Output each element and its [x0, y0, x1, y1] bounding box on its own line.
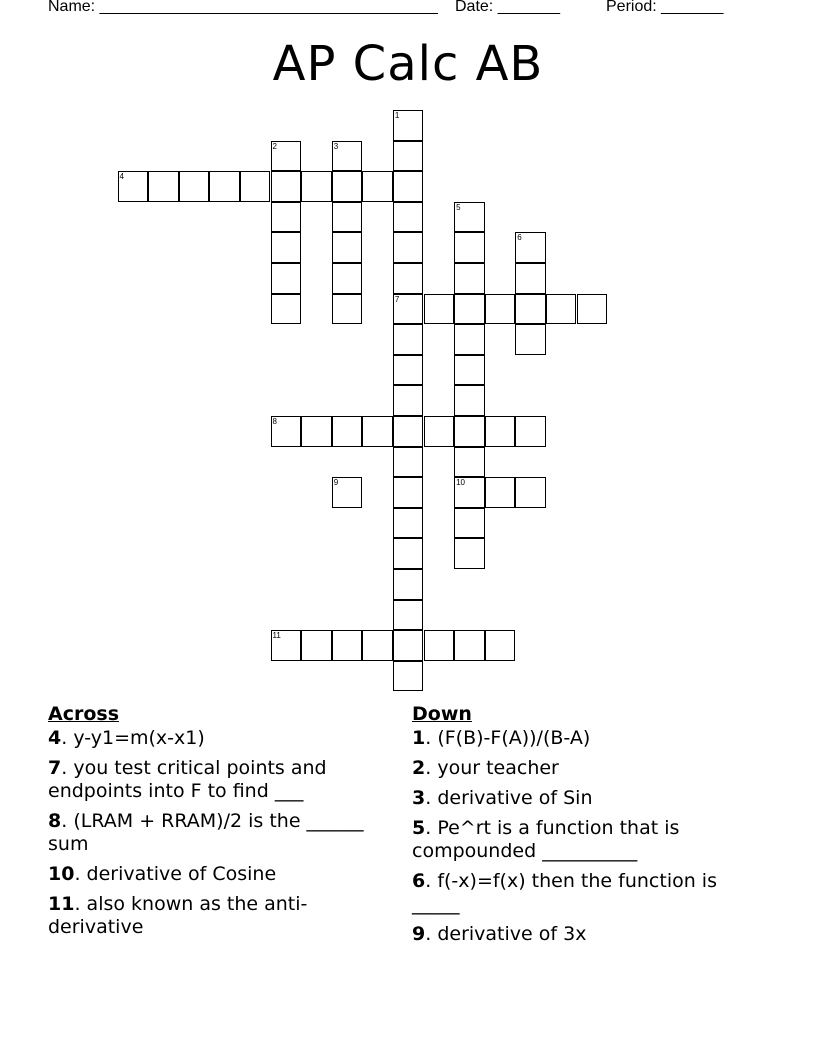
- grid-cell[interactable]: [393, 324, 424, 355]
- clue-separator: .: [61, 757, 74, 779]
- clue-number: 1: [412, 727, 426, 749]
- grid-cell[interactable]: [301, 416, 332, 447]
- grid-cell[interactable]: [271, 294, 302, 325]
- grid-cell[interactable]: [454, 508, 485, 539]
- grid-cell[interactable]: [179, 171, 210, 202]
- grid-cell[interactable]: [393, 630, 424, 661]
- name-field: Name: ______________________________________: [48, 0, 438, 15]
- grid-cell[interactable]: [332, 477, 363, 508]
- grid-cell[interactable]: [332, 263, 363, 294]
- grid-cell[interactable]: [393, 416, 424, 447]
- clue-separator: .: [425, 923, 438, 945]
- cell-number: 4: [119, 172, 124, 182]
- date-field: Date: _______: [455, 0, 560, 15]
- clue-separator: .: [425, 870, 438, 892]
- grid-cell[interactable]: [485, 477, 516, 508]
- grid-cell[interactable]: [271, 630, 302, 661]
- down-clue-list: [412, 727, 752, 946]
- clue-separator: .: [425, 757, 438, 779]
- clue-number: 6: [412, 870, 426, 892]
- grid-cell[interactable]: [271, 202, 302, 233]
- clue-number: 11: [48, 893, 75, 915]
- grid-cell[interactable]: [454, 538, 485, 569]
- grid-cell[interactable]: [515, 477, 546, 508]
- grid-cell[interactable]: [362, 416, 393, 447]
- grid-cell[interactable]: [332, 294, 363, 325]
- grid-cell[interactable]: [393, 661, 424, 692]
- across-clue-11: [48, 893, 388, 939]
- grid-cell[interactable]: [577, 294, 608, 325]
- grid-cell[interactable]: [454, 447, 485, 478]
- grid-cell[interactable]: [485, 416, 516, 447]
- grid-cell[interactable]: [240, 171, 271, 202]
- clue-text: derivative of Cosine: [86, 863, 277, 885]
- across-clue-list: [48, 727, 388, 939]
- grid-cell[interactable]: [485, 294, 516, 325]
- grid-cell[interactable]: [454, 232, 485, 263]
- grid-cell[interactable]: [393, 569, 424, 600]
- clue-separator: .: [425, 787, 438, 809]
- grid-cell[interactable]: [454, 202, 485, 233]
- down-clue-9: [412, 923, 752, 946]
- cell-number: 2: [272, 141, 277, 151]
- clue-separator: .: [61, 727, 74, 749]
- grid-cell[interactable]: [271, 141, 302, 172]
- clue-separator: .: [425, 727, 438, 749]
- grid-cell[interactable]: [271, 263, 302, 294]
- across-clue-7: [48, 757, 388, 803]
- grid-cell[interactable]: [332, 232, 363, 263]
- across-heading: Across: [48, 703, 120, 725]
- clue-number: 4: [48, 727, 62, 749]
- clue-text: (LRAM + RRAM)/2 is the ______ sum: [48, 810, 364, 855]
- period-field: Period: _______: [606, 0, 724, 15]
- grid-cell[interactable]: [454, 355, 485, 386]
- down-clue-3: [412, 787, 752, 810]
- grid-cell[interactable]: [393, 171, 424, 202]
- clue-text: you test critical points and endpoints into F to find ___: [48, 757, 327, 802]
- clue-number: 10: [48, 863, 75, 885]
- down-clue-5: [412, 817, 752, 863]
- cell-number: 1: [394, 111, 400, 120]
- clue-number: 9: [412, 923, 426, 945]
- grid-cell[interactable]: [424, 416, 455, 447]
- grid-cell[interactable]: [271, 232, 302, 263]
- clue-text: derivative of Sin: [437, 787, 593, 809]
- down-heading: Down: [412, 703, 472, 725]
- grid-cell[interactable]: [118, 171, 149, 202]
- grid-cell[interactable]: [515, 324, 546, 355]
- down-clue-1: [412, 727, 752, 750]
- grid-cell[interactable]: [393, 600, 424, 631]
- grid-cell[interactable]: [393, 355, 424, 386]
- clue-text: your teacher: [437, 757, 559, 779]
- grid-cell[interactable]: [454, 385, 485, 416]
- grid-cell[interactable]: [393, 141, 424, 172]
- grid-cell[interactable]: [454, 477, 485, 508]
- across-clues: [48, 703, 388, 946]
- grid-cell[interactable]: [393, 294, 424, 325]
- grid-cell[interactable]: [209, 171, 240, 202]
- grid-cell[interactable]: [332, 202, 363, 233]
- page-title: AP Calc AB: [272, 36, 544, 92]
- clue-text: (F(B)-F(A))/(B-A): [437, 727, 591, 749]
- grid-cell[interactable]: [271, 171, 302, 202]
- grid-cell[interactable]: [393, 538, 424, 569]
- grid-cell[interactable]: [393, 232, 424, 263]
- clue-text: f(-x)=f(x) then the function is _____: [412, 870, 717, 915]
- clue-number: 3: [412, 787, 426, 809]
- grid-cell[interactable]: [301, 171, 332, 202]
- grid-cell[interactable]: [454, 630, 485, 661]
- grid-cell[interactable]: [454, 294, 485, 325]
- grid-cell[interactable]: [332, 171, 363, 202]
- clue-separator: .: [74, 863, 87, 885]
- grid-cell[interactable]: [148, 171, 179, 202]
- grid-cell[interactable]: [454, 416, 485, 447]
- down-clues: [412, 703, 752, 953]
- grid-cell[interactable]: [515, 232, 546, 263]
- cell-number: 3: [333, 141, 339, 151]
- grid-cell[interactable]: [332, 141, 363, 172]
- grid-cell[interactable]: [515, 263, 546, 294]
- grid-cell[interactable]: [393, 202, 424, 233]
- grid-cell[interactable]: [393, 263, 424, 294]
- clue-number: 5: [412, 817, 426, 839]
- down-clue-2: [412, 757, 752, 780]
- clue-separator: .: [425, 817, 438, 839]
- grid-cell[interactable]: [454, 324, 485, 355]
- clue-number: 2: [412, 757, 426, 779]
- across-clue-4: [48, 727, 388, 750]
- grid-cell[interactable]: [454, 263, 485, 294]
- grid-cell[interactable]: [362, 630, 393, 661]
- cell-number: 8: [272, 417, 277, 426]
- down-clue-6: [412, 870, 752, 916]
- grid-cell[interactable]: [485, 630, 516, 661]
- clue-text: derivative of 3x: [437, 923, 587, 945]
- grid-cell[interactable]: [393, 477, 424, 508]
- grid-cell[interactable]: [393, 385, 424, 416]
- clue-text: also known as the anti-derivative: [48, 893, 308, 938]
- clue-text: y-y1=m(x-x1): [73, 727, 205, 749]
- grid-cell[interactable]: [362, 171, 393, 202]
- clue-text: Pe^rt is a function that is compounded __________: [412, 817, 680, 862]
- cell-number: 6: [517, 233, 522, 243]
- clue-separator: .: [74, 893, 87, 915]
- clue-number: 8: [48, 810, 62, 832]
- cell-number: 10: [456, 478, 465, 488]
- cell-number: 7: [394, 294, 400, 304]
- grid-cell[interactable]: [332, 416, 363, 447]
- grid-cell[interactable]: [332, 630, 363, 661]
- grid-cell[interactable]: [271, 416, 302, 447]
- grid-cell[interactable]: [515, 294, 546, 325]
- grid-cell[interactable]: [301, 630, 332, 661]
- across-clue-10: [48, 863, 388, 886]
- grid-cell[interactable]: [393, 110, 424, 141]
- cell-number: 11: [272, 631, 281, 641]
- grid-cell[interactable]: [393, 447, 424, 478]
- clue-number: 7: [48, 757, 62, 779]
- grid-cell[interactable]: [424, 630, 455, 661]
- cell-number: 5: [456, 202, 461, 212]
- grid-cell[interactable]: [424, 294, 455, 325]
- across-clue-8: [48, 810, 388, 856]
- grid-cell[interactable]: [393, 508, 424, 539]
- cell-number: 9: [333, 478, 339, 488]
- grid-cell[interactable]: [515, 416, 546, 447]
- grid-cell[interactable]: [546, 294, 577, 325]
- clue-separator: .: [61, 810, 74, 832]
